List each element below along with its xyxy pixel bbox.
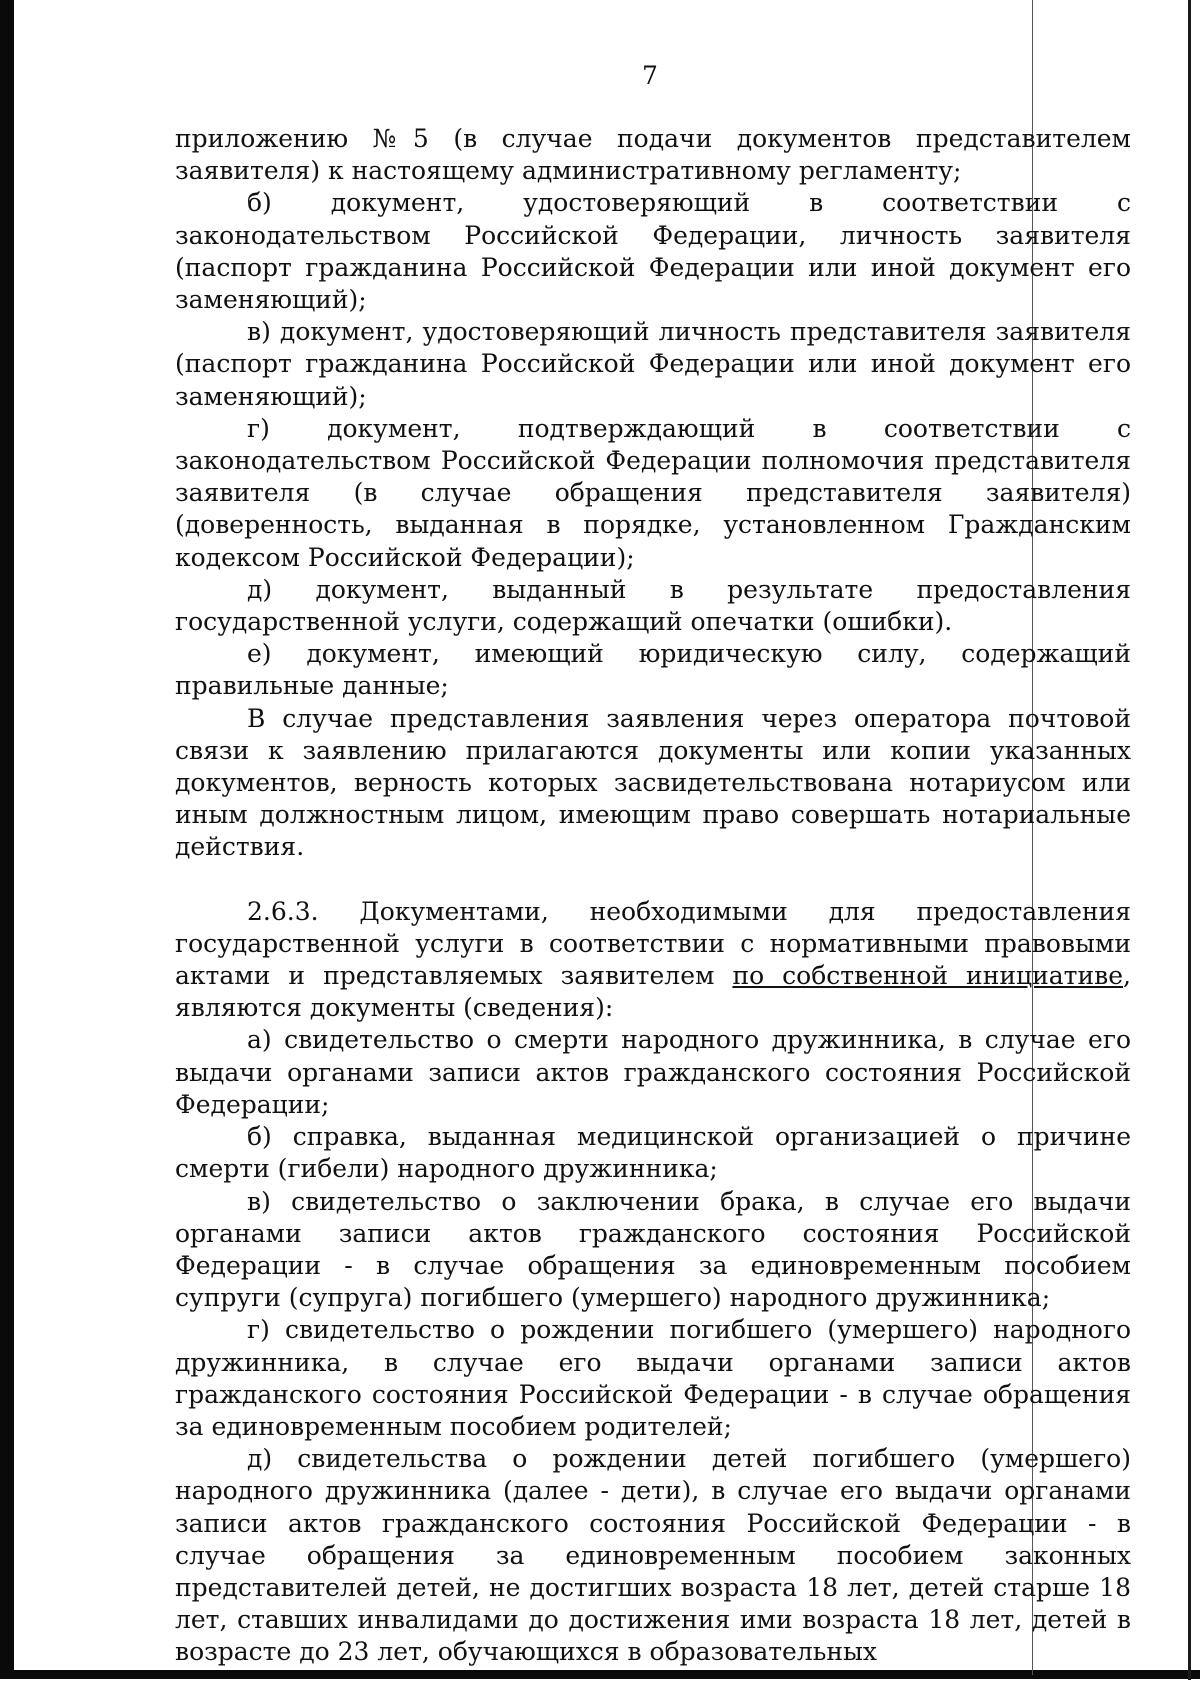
section-2-6-3-text-start: 2.6.3. Документами, необходимыми для предоставления государственной услуги в соответствии с нормативными правовыми актами и представляемых заявителем: [175, 896, 1131, 991]
own-initiative-underlined: по собственной инициативе: [732, 961, 1124, 991]
list-item-g-birth-certificate: г) свидетельство о рождении погибшего (умершего) народного дружинника, в случае его выдачи органами записи актов гражданского состояния Российской Федерации - в случае обращения за единовременным пособием родителей;: [175, 1315, 1131, 1441]
scan-edge-bottom: [0, 1670, 1200, 1679]
page-number: 7: [642, 61, 658, 90]
paragraph-continuation: приложению №5 (в случае подачи документов представителем заявителя) к настоящему административному регламенту;: [175, 124, 1131, 186]
list-item-e: е) документ, имеющий юридическую силу, содержащий правильные данные;: [175, 639, 1131, 701]
postal-submission-paragraph: В случае представления заявления через оператора почтовой связи к заявлению прилагаются документы или копии указанных документов, верность которых засвидетельствована нотариусом или иным должностным лицом, имеющим право совершать нотариальные действия.: [175, 703, 1131, 862]
section-2-6-3: [175, 896, 1131, 1025]
list-item-b: б) документ, удостоверяющий в соответствии с законодательством Российской Федерации, личность заявителя (паспорт гражданина Российской Федерации или иной документ его заменяющий);: [175, 188, 1131, 315]
scan-edge-left: [0, 0, 14, 1670]
list-item-d: д) документ, выданный в результате предоставления государственной услуги, содержащий опечатки (ошибки).: [175, 574, 1131, 637]
list-item-v-marriage-certificate: в) свидетельство о заключении брака, в случае его выдачи органами записи актов гражданского состояния Российской Федерации - в случае обращения за единовременным пособием супруги (супруга) погибшего (умершего) народного дружинника;: [175, 1186, 1131, 1313]
section-2-6-3-text-end: , являются документы (сведения):: [175, 961, 1131, 1023]
document-body: [175, 123, 1131, 1669]
list-item-a-death-certificate: а) свидетельство о смерти народного дружинника, в случае его выдачи органами записи актов гражданского состояния Российской Федерации;: [175, 1025, 1131, 1119]
list-item-b-medical-certificate: б) справка, выданная медицинской организацией о причине смерти (гибели) народного дружинника;: [175, 1122, 1131, 1184]
scan-edge-right: [1188, 0, 1191, 1680]
list-item-d-children-birth-certificates: д) свидетельства о рождении детей погибшего (умершего) народного дружинника (далее - дети), в случае его выдачи органами записи актов гражданского состояния Российской Федерации - в случае обращения за единовременным пособием законных представителей детей, не достигших возраста 18 лет, детей старше 18 лет, ставших инвалидами до достижения ими возраста 18 лет, детей в возрасте до 23 лет, обучающихся в образовательных: [175, 1444, 1131, 1667]
list-item-v: в) документ, удостоверяющий личность представителя заявителя (паспорт гражданина Российской Федерации или иной документ его заменяющий);: [175, 317, 1131, 411]
list-item-g: г) документ, подтверждающий в соответствии с законодательством Российской Федерации полномочия представителя заявителя (в случае обращения представителя заявителя) (доверенность, выданная в порядке, установленном Гражданским кодексом Российской Федерации);: [175, 413, 1131, 572]
